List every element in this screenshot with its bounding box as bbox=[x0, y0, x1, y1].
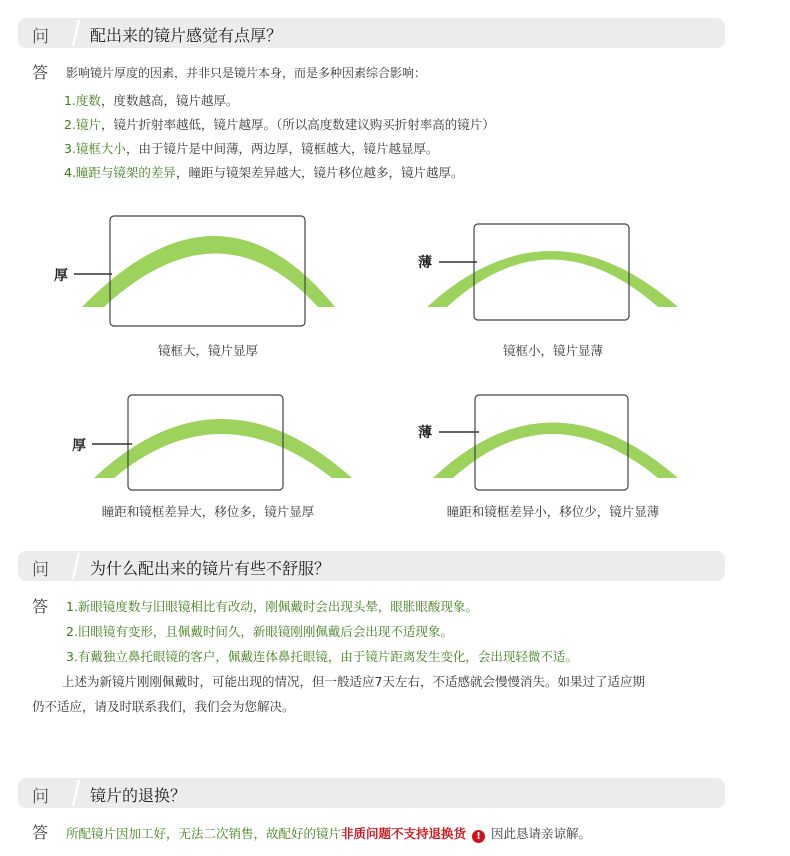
factor-item-3: 3.镜框大小，由于镜片是中间薄，两边厚，镜框越大，镜片越显厚。 bbox=[64, 141, 439, 156]
reason-item-1: 1.新眼镜度数与旧眼镜相比有改动，刚佩戴时会出现头晕，眼胀眼酸现象。 bbox=[66, 599, 478, 614]
factor-item-4: 4.瞳距与镜架的差异，瞳距与镜架差异越大，镜片移位越多，镜片越厚。 bbox=[64, 165, 464, 180]
reason-item-3: 3.有戴独立鼻托眼镜的客户，佩戴连体鼻托眼镜，由于镜片距离发生变化，会出现轻微不适。 bbox=[66, 649, 578, 664]
question-bar-1 bbox=[18, 18, 725, 48]
lens-arc bbox=[427, 251, 678, 307]
question-bar-2 bbox=[18, 551, 725, 581]
no-return-highlight: 非质问题不支持退换货 bbox=[341, 826, 467, 841]
separator-slash bbox=[70, 551, 82, 581]
question-marker: 问 bbox=[32, 787, 49, 807]
caption-1: 镜框大，镜片显厚 bbox=[157, 343, 259, 358]
summary-line-2: 仍不适应，请及时联系我们，我们会为您解决。 bbox=[32, 699, 295, 714]
thick-marker-2: 厚 bbox=[72, 438, 86, 454]
factor-item-1: 1.度数，度数越高，镜片越厚。 bbox=[64, 93, 239, 108]
factor-item-2: 2.镜片，镜片折射率越低，镜片越厚。（所以高度数建议购买折射率高的镜片） bbox=[64, 117, 495, 132]
question-bar-3 bbox=[18, 778, 725, 808]
separator-slash bbox=[70, 778, 82, 808]
question-title-2: 为什么配出来的镜片有些不舒服？ bbox=[90, 559, 331, 578]
lens-arc bbox=[94, 419, 352, 478]
question-title-3: 镜片的退换？ bbox=[90, 786, 187, 805]
caption-2: 镜框小，镜片显薄 bbox=[502, 343, 604, 358]
diagram-small-offset-thin bbox=[395, 385, 790, 500]
lens-arc bbox=[82, 236, 335, 307]
thin-marker-1: 薄 bbox=[418, 255, 432, 271]
summary-line-1: 上述为新镜片刚刚佩戴时，可能出现的情况，但一般适应7天左右，不适感就会慢慢消失。如果过了适应期 bbox=[62, 674, 645, 689]
question-marker: 问 bbox=[32, 27, 49, 47]
return-policy-text: 所配镜片因加工好，无法二次销售，故配好的镜片非质问题不支持退换货 ! 因此恳请亲谅解。 bbox=[66, 826, 592, 842]
diagram-small-frame-thin bbox=[395, 200, 790, 340]
question-marker: 问 bbox=[32, 560, 49, 580]
thin-marker-2: 薄 bbox=[418, 425, 432, 441]
reason-item-2: 2.旧眼镜有变形，且佩戴时间久，新眼镜刚刚佩戴后会出现不适现象。 bbox=[66, 624, 453, 639]
lens-arc bbox=[433, 423, 678, 479]
answer-marker-2: 答 bbox=[32, 597, 49, 616]
caption-4: 瞳距和镜框差异小，移位少，镜片显薄 bbox=[446, 504, 660, 519]
thick-marker-1: 厚 bbox=[54, 268, 68, 284]
diagram-large-offset-thick bbox=[0, 385, 395, 500]
answer-marker-3: 答 bbox=[32, 823, 49, 842]
separator-slash bbox=[70, 18, 82, 48]
question-title-1: 配出来的镜片感觉有点厚？ bbox=[90, 26, 283, 45]
answer-marker-1: 答 bbox=[32, 63, 49, 82]
warning-icon: ! bbox=[472, 830, 485, 843]
answer-intro: 影响镜片厚度的因素，并非只是镜片本身，而是多种因素综合影响： bbox=[66, 66, 427, 80]
caption-3: 瞳距和镜框差异大，移位多，镜片显厚 bbox=[101, 504, 315, 519]
